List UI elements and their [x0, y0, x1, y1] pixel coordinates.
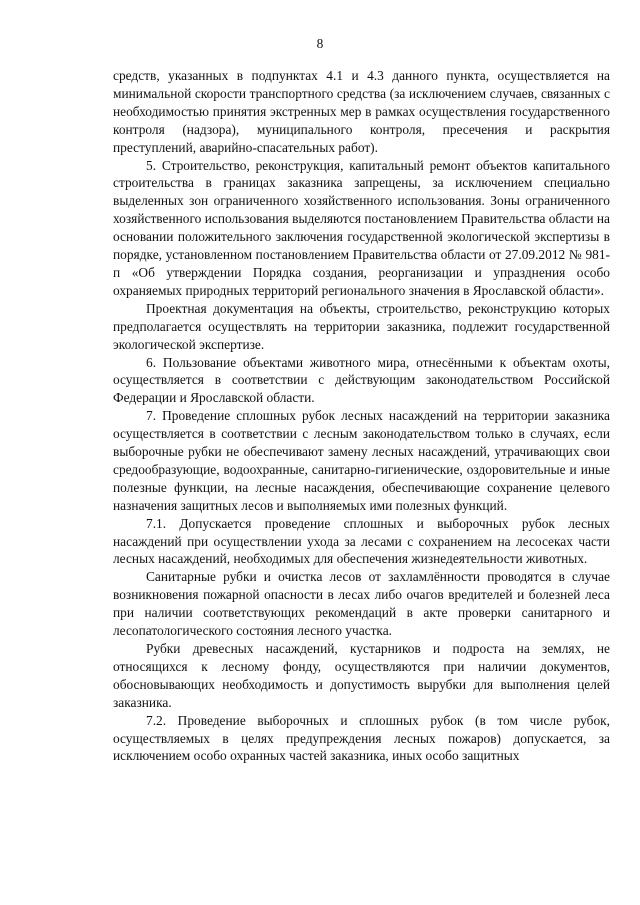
paragraph-item-6: 6. Пользование объектами животного мира, отнесёнными к объектам охоты, осуществляется в соответствии с действующим законодательством Российской Федерации и Ярославской области. — [113, 354, 610, 406]
paragraph-non-forest-felling: Рубки древесных насаждений, кустарников и подроста на землях, не относящихся к лесному фонду, осуществляются при наличии документов, обосновывающих необходимость и допустимость вырубки для выполнения целей заказника. — [113, 641, 610, 710]
paragraph-item-5: 5. Строительство, реконструкция, капитальный ремонт объектов капитального строительства в границах заказника запрещены, за исключением специально выделенных зон ограниченного хозяйственного использования. Зоны ограниченного хозяйственного использования выделяются постановлением Правительства области на основании положительного заключения государственной экологической экспертизы в порядке, установленном постановлением Правительства области от 27.09.2012 № 981-п «Об утверждении Порядка создания, реорганизации и упразднения особо охраняемых природных территорий регионального значения в Ярославской области». — [113, 157, 610, 298]
paragraph-continuation: средств, указанных в подпунктах 4.1 и 4.3 данного пункта, осуществляется на минимальной скорости транспортного средства (за исключением случаев, связанных с необходимостью принятия экстренных мер в рамках осуществления государственного контроля (надзора), муниципального контроля, пресечения и раскрытия преступлений, аварийно-спасательных работ). — [113, 68, 610, 155]
paragraph-item-7-1: 7.1. Допускается проведение сплошных и выборочных рубок лесных насаждений при осуществлении ухода за лесами с сохранением на лесосеках части лесных насаждений, необходимых для обеспечения жизнедеятельности животных. — [113, 515, 610, 567]
paragraph-item-7-2: 7.2. Проведение выборочных и сплошных рубок (в том числе рубок, осуществляемых в целях предупреждения лесных пожаров) допускается, за исключением особо охранных частей заказника, иных особо защитных — [113, 712, 610, 764]
page-number: 8 — [316, 36, 324, 51]
paragraph-project-documentation: Проектная документация на объекты, строительство, реконструкцию которых предполагается осуществлять на территории заказника, подлежит государственной экологической экспертизе. — [113, 300, 610, 352]
document-body — [113, 67, 610, 765]
paragraph-sanitary-felling: Санитарные рубки и очистка лесов от захламлённости проводятся в случае возникновения пожарной опасности в лесах либо очагов вредителей и болезней леса при наличии соответствующих рекомендаций в акте проверки санитарного и лесопатологического состояния лесного участка. — [113, 569, 610, 639]
paragraph-item-7: 7. Проведение сплошных рубок лесных насаждений на территории заказника осуществляется в соответствии с лесным законодательством только в случаях, если выборочные рубки не обеспечивают замену лесных насаждений, утрачивающих свои средообразующие, водоохранные, санитарно-гигиенические, оздоровительные и иные полезные функции, на лесные насаждения, обеспечивающие сохранение целевого назначения защитных лесов и выполняемых ими полезных функций. — [113, 408, 610, 513]
